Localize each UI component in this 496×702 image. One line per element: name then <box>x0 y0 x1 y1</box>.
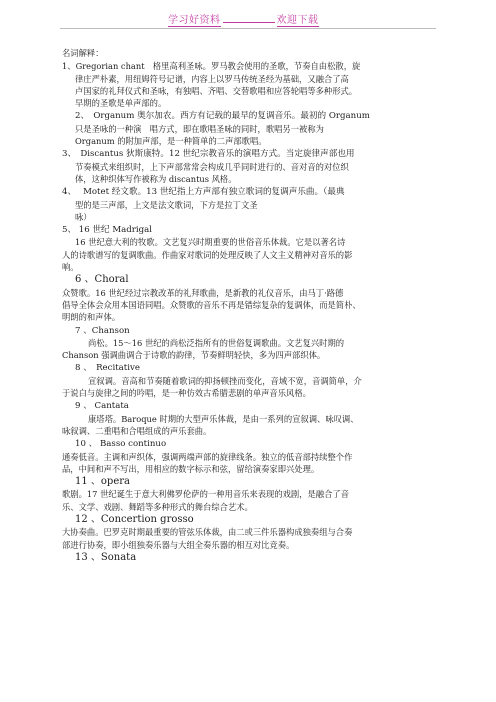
entry-head: 3、 Discantus 狄斯康特。12 世纪宗教音乐的演唱方式。当定旋律声部也用 <box>62 149 355 160</box>
entry-head: 2、 Organum 奥尔加农。西方有记载的最早的复调音乐。最初的 Organum <box>75 111 370 122</box>
entry-choral <box>62 274 432 323</box>
entry-head: 4、 Motet 经文歌。13 世纪指上方声部有独立歌词的复调声乐曲。（最典 <box>62 187 345 198</box>
entry-head: 9 、 Cantata <box>75 401 129 412</box>
entry-concerto-grosso <box>62 514 432 551</box>
header-underline <box>223 21 275 23</box>
entry-line: 众赞歌。16 世纪经过宗教改革的礼拜歌曲，是新教的礼仪音乐，由马丁·路德 <box>62 287 344 298</box>
entry-head: 7 、Chanson <box>75 325 130 336</box>
entry-recitative <box>62 362 432 399</box>
entry-line: 早期的圣歌是单声部的。 <box>75 98 167 109</box>
entry-head: 5、 16 世纪 Madrigal <box>62 225 153 236</box>
entry-motet <box>62 186 432 223</box>
entry-line: 咏叙调、二重唱和合唱组成的声乐套曲。 <box>62 425 212 436</box>
entry-madrigal <box>62 224 432 273</box>
entry-head: 1、Gregorian chant 格里高利圣咏。 <box>62 61 211 72</box>
header-rule <box>60 28 436 29</box>
header-right-text: 欢迎下载 <box>276 15 319 26</box>
entry-opera <box>62 476 432 513</box>
entry-line: 只是圣咏的一种演 唱方式，即在歌唱圣咏的同时，歌唱另一被称为 <box>75 123 324 134</box>
header-left-text: 学习好资料 <box>168 15 221 26</box>
entry-line: 倡导全体会众用本国语同唱。众赞歌的音乐不再是错综复杂的复调体，而是简朴、 <box>62 299 361 310</box>
entry-head: 11 、opera <box>75 476 130 488</box>
entry-line: 通奏低音。主调和声织体，强调两端声部的旋律线条。独立的低音部持续整个作 <box>62 451 353 462</box>
entry-discantus <box>62 148 432 185</box>
entry-line: 明朗的和声体。 <box>62 312 121 323</box>
entry-line: 罗马教会使用的圣歌，节奏自由松散，旋 <box>210 61 361 72</box>
entry-head: 10 、 Basso continuo <box>75 439 167 450</box>
entry-line: 咏） <box>75 211 92 222</box>
entry-line: 人的诗歌谱写的复调歌曲。作曲家对歌词的处理反映了人文主义精神对音乐的影 <box>62 249 353 260</box>
entry-line: 卢国家的礼拜仪式和圣咏，有独唱、齐唱、交替歌唱和应答轮唱等多种形式。 <box>75 85 358 96</box>
entry-head: 6 、Choral <box>75 274 129 286</box>
entry-head: 13 、Sonata <box>75 551 137 563</box>
entry-line: 型的是三声部，上文是法文歌词，下方是拉丁文圣 <box>75 199 258 210</box>
entry-line: 体，这种织体写作被称为 discantus 风格。 <box>75 173 237 184</box>
entry-line: 品，中间和声不写出，用相应的数字标示和弦，留给演奏家即兴处理。 <box>62 463 320 474</box>
entry-line: 律庄严朴素，用纽姆符号记谱，内容上以罗马传统圣经为基础，又融合了高 <box>75 73 349 84</box>
entry-line: 于说白与旋律之间的吟唱，是一种仿效古希腊悲剧的单声音乐风格。 <box>62 388 311 399</box>
entry-line: 宣叙调。音高和节奏随着歌词的抑扬顿挫而变化，音域不宽，音调简单，介 <box>88 375 362 386</box>
entry-line: 大协奏曲。巴罗克时期最重要的管弦乐体裁，由二或三件乐器构成独奏组与合奏 <box>62 527 353 538</box>
entry-gregorian-chant <box>62 60 432 109</box>
page-header <box>168 11 319 26</box>
entry-sonata <box>62 552 432 564</box>
entry-line: 部进行协奏，即小组独奏乐器与大组全奏乐器的相互对比竞奏。 <box>62 539 295 550</box>
entry-line: 尚松。15～16 世纪的尚松泛指所有的世俗复调歌曲。文艺复兴时期的 <box>88 337 345 348</box>
entry-line: 歌剧。17 世纪诞生于意大利佛罗伦萨的一种用音乐来表现的戏剧，是融合了音 <box>62 489 349 500</box>
entry-organum <box>62 110 432 147</box>
entry-line: 康塔塔。Baroque 时期的大型声乐体裁，是由一系列的宣叙调、咏叹调、 <box>88 413 359 424</box>
entry-line: 乐、文学、戏剧、舞蹈等多种形式的舞台综合艺术。 <box>62 501 253 512</box>
document-body <box>62 47 432 564</box>
entry-chanson <box>62 325 432 362</box>
entry-line: Organum 的附加声部，是一种简单的二声部歌唱。 <box>75 136 267 147</box>
entry-line: 节奏模式来组织时，上下声部常常会构成几乎同时进行的、音对音的对位织 <box>75 161 349 172</box>
entry-line: 响。 <box>62 262 79 273</box>
entry-head: 12 、Concertion grosso <box>75 513 194 525</box>
entry-head: 8 、 Recitative <box>75 363 140 374</box>
entry-basso-continuo <box>62 438 432 475</box>
entry-line: 16 世纪意大利的牧歌。文艺复兴时期重要的世俗音乐体裁。它是以著名诗 <box>75 237 346 248</box>
entry-cantata <box>62 400 432 437</box>
doc-title: 名词解释： <box>62 48 104 58</box>
entry-line: Chanson 强调曲调合于诗歌的韵律，节奏鲜明轻快，多为四声部织体。 <box>62 350 326 361</box>
